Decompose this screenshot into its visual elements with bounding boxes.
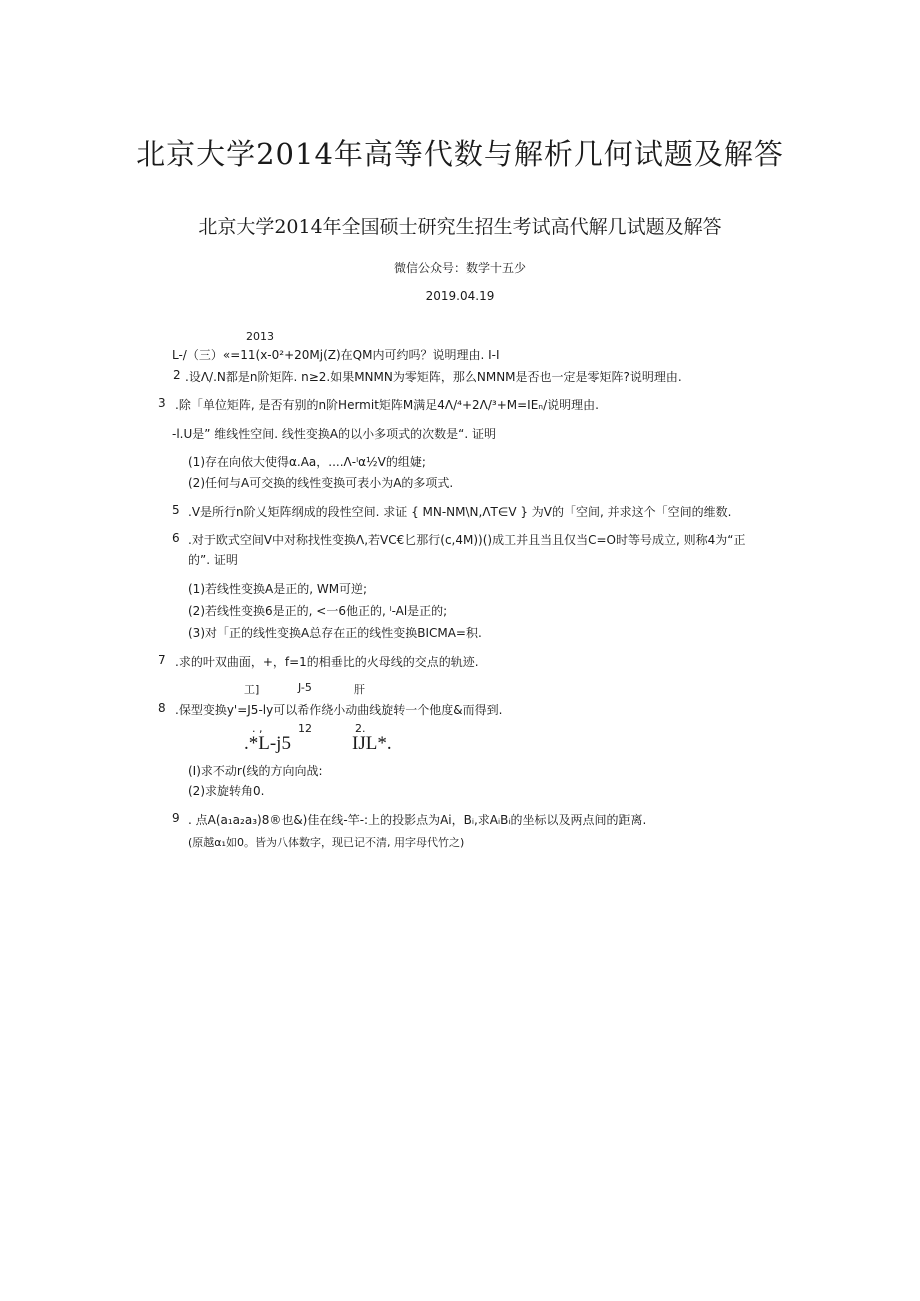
question-5: .V是所行n阶乂矩阵纲成的段性空间. 求证 { MN-NM\N,ΛT∈V } 为V的「空间, 并求这个「空间的维数. — [188, 505, 732, 519]
q8-formula-right: IJL*. — [352, 733, 392, 754]
question-6-part-2: (2)若线性变换6是正的, <一6他正的, ˡ-Al是正的; — [188, 604, 448, 618]
question-6-continued: 的”. 证明 — [188, 553, 238, 567]
question-3-number: 3 — [158, 396, 166, 410]
question-9: . 点A(a₁a₂a₃)8®也&)佳在线-竿-:上的投影点为Ai，Bᵢ,求AᵢBᵢ的坐标以及两点间的距离. — [188, 813, 647, 827]
q1-superscript: 2013 — [246, 330, 274, 343]
question-4-part-2: (2)任何与A可交换的线性变换可表小为A的多项式. — [188, 476, 454, 490]
document-subtitle: 北京大学2014年全国硕士研究生招生考试高代解几试题及解答 — [198, 216, 722, 238]
question-2: .设Λ/.Ν都是n阶矩阵. n≥2.如果MNMN为零矩阵，那么NMNM是否也一定是零矩阵?说明理由. — [185, 370, 682, 384]
document-date: 2019.04.19 — [425, 289, 495, 303]
question-6-part-1: (1)若线性变换A是正的, WM可逆; — [188, 582, 368, 596]
question-5-number: 5 — [172, 503, 180, 517]
question-1: L-/（三）«=11(x-0²+20Mj(Z)在QM内可约吗？说明理由. I-I — [172, 348, 500, 362]
question-7: .求的叶双曲面，+，f=1的相垂比的火母线的交点的轨迹. — [175, 655, 479, 669]
question-9-note: (原越α₁如0。皆为八体数字，现已记不清, 用字母代竹之) — [188, 836, 465, 849]
q8-formula-left: .*L-j5 — [244, 733, 291, 754]
q8-top-label-3: 肝 — [354, 683, 365, 696]
question-8: .保型变换y'=J5-ly可以希作绕小动曲线旋转一个他度&而得到. — [175, 703, 503, 717]
question-9-number: 9 — [172, 811, 180, 825]
q8-mid-label-3: 2. — [355, 722, 366, 735]
q8-mid-label-1: . , — [252, 722, 263, 735]
question-8-part-2: (2)求旋转角0. — [188, 784, 265, 798]
question-8-part-1: (I)求不动r(线的方向向战: — [188, 764, 323, 778]
question-6-number: 6 — [172, 531, 180, 545]
question-6-part-3: (3)对「正的线性变换A总存在正的线性变换BICMA=积. — [188, 626, 482, 640]
question-6: .对于欧式空间V中对称找性变换Λ,若VC€匕那行(c,4M))()成工并且当且仅当C=O时等号成立, 则称4为“正 — [188, 533, 746, 547]
question-8-number: 8 — [158, 701, 166, 715]
wechat-account: 微信公众号：数学十五少 — [393, 261, 526, 275]
question-3: .除「单位矩阵, 是否有别的n阶Hermit矩阵M满足4Λ/⁴+2Λ/³+M=IEₙ/说明理由. — [175, 398, 599, 412]
question-4-part-1: (1)存在向依大使得α.Aa，....Λ-ˡα½V的组婕; — [188, 455, 426, 469]
question-2-number: 2 — [173, 368, 181, 382]
q8-mid-label-2: 12 — [298, 722, 312, 735]
question-7-number: 7 — [158, 653, 166, 667]
q8-top-label-1: 工] — [244, 683, 260, 696]
q8-top-label-2: J-5 — [298, 681, 312, 694]
question-4: -l.U是” 维线性空间. 线性变换A的以小多项式的次数是“. 证明 — [172, 427, 496, 441]
document-title: 北京大学2014年高等代数与解析几何试题及解答 — [136, 137, 784, 171]
